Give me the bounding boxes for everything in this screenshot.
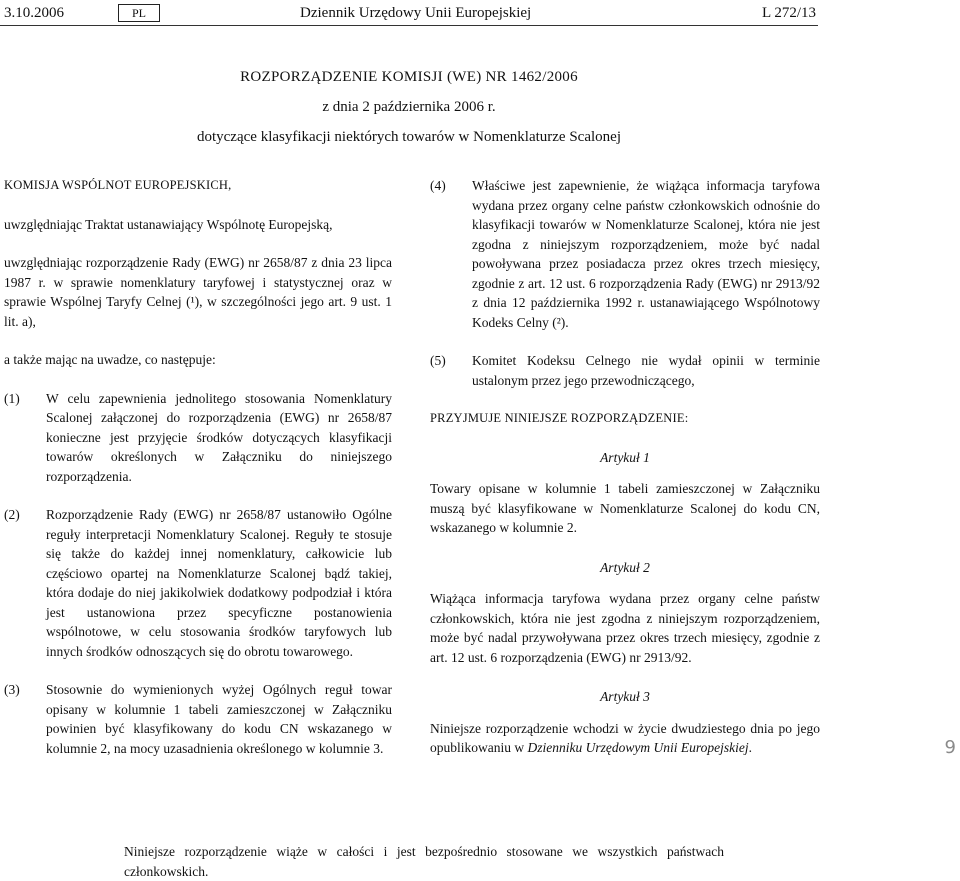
header-rule [0, 25, 818, 26]
article-1-title: Artykuł 1 [600, 449, 650, 465]
recital-4 [430, 176, 820, 332]
header-journal-title: Dziennik Urzędowy Unii Europejskiej [300, 5, 532, 21]
recital-2 [4, 505, 392, 661]
recital-number: (3) [4, 682, 20, 697]
page-header [0, 4, 816, 24]
whereas-line: a także mając na uwadze, co następuje: [4, 352, 216, 367]
regulation-subject: dotyczące klasyfikacji niektórych towarów w Nomenklaturze Scalonej [196, 129, 621, 145]
right-column [430, 176, 820, 778]
binding-note: Niniejsze rozporządzenie wiąże w całości i jest bezpośrednio stosowane we wszystkich państwach członkowskich. [124, 844, 724, 879]
recital-3 [4, 680, 392, 758]
article-2-text: Wiążąca informacja taryfowa wydana przez organy celne państw członkowskich, która nie jest zgodna z niniejszym rozporządzeniem, może być nadal przywoływana przez okres trzech miesięcy, zgodnie z art. 12 ust. 6 rozporządzenia (EWG) nr 2913/92. [430, 591, 820, 665]
article-2-title: Artykuł 2 [600, 559, 650, 575]
recital-number: (1) [4, 390, 20, 406]
header-page-number: L 272/13 [761, 5, 816, 21]
recital-number: (4) [430, 178, 446, 193]
consideration-treaty: uwzględniając Traktat ustanawiający Wspólnotę Europejską, [4, 216, 333, 232]
adopts-line: PRZYJMUJE NINIEJSZE ROZPORZĄDZENIE: [430, 411, 689, 425]
regulation-date: z dnia 2 października 2006 r. [322, 99, 496, 115]
recital-number: (5) [430, 353, 446, 368]
recital-text: Właściwe jest zapewnienie, że wiążąca informacja taryfowa wydana przez organy celne państw członkowskich odnośnie do klasyfikacji towarów w Nomenklaturze Scalonej, która nie jest zgodna z niniejszym rozporządzeniem, może być nadal powoływana przez posiadacza przez okres trzech miesięcy, zgodnie z art. 12 ust. 6 rozporządzenia Rady (EWG) nr 2913/92 z dnia 12 października 1992 r. ustanawiającego Wspólnotowy Kodeks Celny (²). [472, 178, 820, 330]
recital-5 [430, 351, 820, 390]
recital-text: Rozporządzenie Rady (EWG) nr 2658/87 ustanowiło Ogólne reguły interpretacji Nomenklatury Scalonej. Reguły te stosuje się także do każdej innej nomenklatury, całkowicie lub częściowo opartej na Nomenklaturze Scalonej bądź takiej, która dodaje do niej jakikolwiek dodatkowy podpodział i która jest ustanowiona przez specyficzne postanowienia wspólnotowe, w celu stosowania środków taryfowych lub innych środków odnoszących się do obrotu towarowego. [46, 507, 392, 659]
consideration-regulation: uwzględniając rozporządzenie Rady (EWG) nr 2658/87 z dnia 23 lipca 1987 r. w sprawie nomenklatury taryfowej i statystycznej oraz w sprawie Wspólnej Taryfy Celnej (¹), w szczególności jego art. 9 ust. 1 lit. a), [4, 255, 392, 329]
article-3-text-start: Niniejsze rozporządzenie wchodzi w życie dwudziestego dnia po jego opublikowaniu w [430, 720, 820, 755]
institution-line: KOMISJA WSPÓLNOT EUROPEJSKICH, [4, 178, 232, 192]
header-language-box: PL [118, 4, 160, 22]
article-3-text-end: . [748, 740, 752, 755]
left-column [4, 176, 392, 777]
recital-text: W celu zapewnienia jednolitego stosowania Nomenklatury Scalonej załączonej do rozporządzenia (EWG) nr 2658/87 konieczne jest przyjęcie środków dotyczących klasyfikacji towarów określonych w Załączniku do niniejszego rozporządzenia. [46, 390, 392, 484]
recital-1 [4, 389, 392, 487]
recital-text: Komitet Kodeksu Celnego nie wydał opinii w terminie ustalonym przez jego przewodniczącego, [472, 353, 820, 388]
journal-name-italic: Dzienniku Urzędowym Unii Europejskiej [527, 740, 749, 755]
article-3-title: Artykuł 3 [600, 689, 650, 704]
recital-number: (2) [4, 507, 20, 522]
article-1-text: Towary opisane w kolumnie 1 tabeli zamieszczonej w Załączniku muszą być klasyfikowane w Nomenklaturze Scalonej do kodu CN, wskazanego w kolumnie 2. [430, 481, 820, 535]
regulation-title-block [0, 62, 818, 152]
article-3-text [430, 719, 820, 758]
header-date: 3.10.2006 [4, 5, 64, 21]
recital-text: Stosownie do wymienionych wyżej Ogólnych reguł towar opisany w kolumnie 1 tabeli zamieszczonej w Załączniku powinien być klasyfikowany do kodu CN wskazanego w kolumnie 2, na mocy uzasadnienia określonego w kolumnie 3. [46, 682, 392, 756]
regulation-title: ROZPORZĄDZENIE KOMISJI (WE) NR 1462/2006 [240, 69, 578, 85]
slide-number: 9 [944, 737, 956, 758]
